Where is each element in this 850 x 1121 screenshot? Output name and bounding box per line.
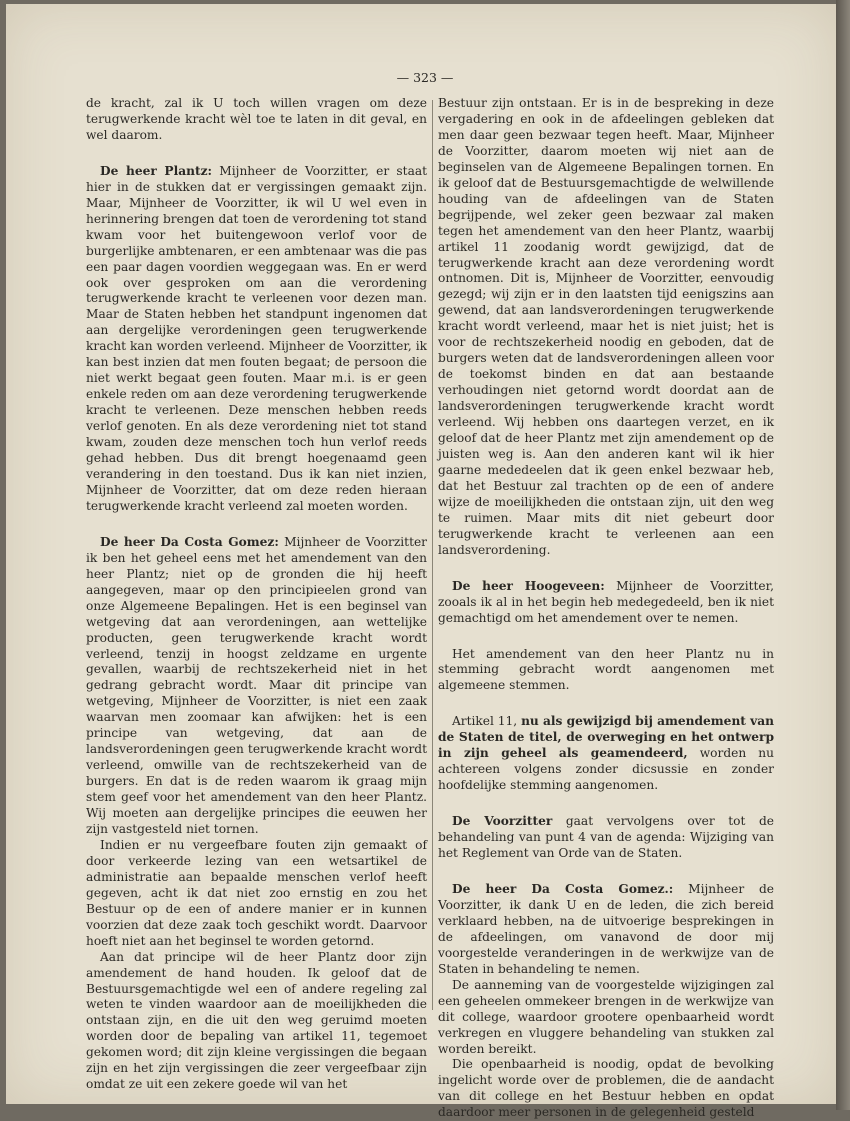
paragraph: Artikel 11, nu als gewijzigd bij amendement van de Staten de titel, de overweging en het ontwerp in zijn geheel als geamendeerd, worden nu achtereen volgens zonder dicsussie en zonder hoofdelijke stemming aangenomen. — [438, 714, 775, 793]
left-column — [86, 96, 427, 1093]
speaker-name: De heer Da Costa Gomez: — [100, 534, 279, 549]
scan-edge — [836, 0, 850, 1110]
paragraph: Bestuur zijn ontstaan. Er is in de bespreking in deze vergadering en ook in de afdeelingen gebleken dat men daar geen bezwaar tegen heeft. Maar, Mijnheer de Voorzitter, daarom moeten wij niet aan de beginselen van de Algemeene Bepalingen tornen. En ik geloof dat de Bestuursgemachtigde de welwillende houding van de afdeelingen van de Staten begrijpende, wel zeker geen bezwaar zal maken tegen het amendement van den heer Plantz, waarbij artikel 11 zoodanig wordt gewijzigd, dat de terugwerkende kracht aan deze verordening wordt ontnomen. Dit is, Mijnheer de Voorzitter, eenvoudig gezegd; wij zijn er in den laatsten tijd eenigszins aan gewend, dat aan landsverordeningen terugwerkende kracht wordt verleend, maar het is niet juist; het is voor de rechtszekerheid noodig en geboden, dat de burgers weten dat de landsverordeningen alleen voor de toekomst binden en dat aan bestaande verhoudingen niet getornd wordt doordat aan de landsverordeningen terugwerkende kracht wordt verleend. Wij hebben ons daartegen verzet, en ik geloof dat de heer Plantz met zijn amendement op de juisten weg is. Aan den anderen kant wil ik hier gaarne mededeelen dat ik geen enkel bezwaar heb, dat het Bestuur zal trachten op de een of andere wijze de moeilijkheden die ontstaan zijn, uit den weg te ruimen. Maar mits dit niet gebeurt door terugwerkende kracht te verleenen aan een landsverordening. — [438, 96, 774, 557]
speaker-name: De heer Plantz: — [100, 163, 213, 178]
paragraph: De heer Hoogeveen: Mijnheer de Voorzitter, zooals ik al in het begin heb medegedeeld, ben ik niet gemachtigd om het amendement over te nemen. — [438, 578, 774, 625]
right-column — [438, 96, 774, 1121]
paragraph: De heer Da Costa Gomez: Mijnheer de Voorzitter ik ben het geheel eens met het amendement van den heer Plantz; niet op de gronden die hij heeft aangegeven, maar op den principieelen grond van onze Algemeene Bepalingen. Het is een beginsel van wetgeving dat aan verordeningen, aan wettelijke producten, geen terugwerkende kracht wordt verleend, tenzij in hoogst zeldzame en urgente gevallen, waarbij de rechtszekerheid niet in het gedrang gebracht wordt. Maar dit principe van wetgeving, Mijnheer de Voorzitter, is niet een zaak waarvan men zoomaar kan afwijken: het is een principe van wetgeving, dat aan de landsverordeningen geen terugwerkende kracht wordt verleend, omwille van de rechtszekerheid van de burgers. En dat is de reden waarom ik graag mijn stem geef voor het amendement van den heer Plantz. Wij moeten aan dergelijke principes die eeuwen her zijn vastgesteld niet tornen. — [86, 534, 428, 836]
paragraph: Die openbaarheid is noodig, opdat de bevolking ingelicht worde over de problemen, die de aandacht van dit college en het Bestuur hebben en opdat daardoor meer personen in de gelegenheid gesteld — [438, 1057, 774, 1120]
paragraph: De Voorzitter gaat vervolgens over tot de behandeling van punt 4 van de agenda: Wijziging van het Reglement van Orde van de Staten. — [438, 814, 774, 861]
column-divider — [432, 100, 433, 1010]
speaker-name: De Voorzitter — [452, 814, 553, 829]
bold-phrase: nu als gewijzigd bij amendement van de Staten de titel, de overweging en het ontwerp in zijn geheel als geamendeerd, — [438, 714, 775, 761]
paragraph: De heer Da Costa Gomez.: Mijnheer de Voorzitter, ik dank U en de leden, die zich bereid verklaard hebben, na de uitvoerige besprekingen in de afdeelingen, om vanavond de door mij voorgestelde veranderingen in de werkwijze van de Staten in behandeling te nemen. — [438, 881, 774, 976]
paragraph: Aan dat principe wil de heer Plantz door zijn amendement de hand houden. Ik geloof dat de Bestuursgemachtigde wel een of andere regeling zal weten te vinden waardoor aan de moeilijkheden die ontstaan zijn, en die uit den weg geruimd moeten worden door de bepaling van artikel 11, tegemoet gekomen word; dit zijn kleine vergissingen die begaan zijn en het zijn vergissingen die zeer vergeefbaar zijn omdat ze uit een zekere goede wil van het — [86, 949, 427, 1092]
paragraph: De heer Plantz: Mijnheer de Voorzitter, er staat hier in de stukken dat er vergissingen gemaakt zijn. Maar, Mijnheer de Voorzitter, ik wil U wel even in herinnering brengen dat toen de verordening tot stand kwam voor het buitengewoon verlof voor de burgerlijke ambtenaren, er een ambtenaar was die pas een paar dagen voordien weggegaan was. En er werd ook over gesproken om aan die verordening terugwerkende kracht te verleenen voor dezen man. Maar de Staten hebben het standpunt ingenomen dat aan dergelijke verordeningen geen terugwerkende kracht kan worden verleend. Mijnheer de Voorzitter, ik kan best inzien dat men fouten begaat; de persoon die niet werkt begaat geen fouten. Maar m.i. is er geen enkele reden om aan deze verordening terugwerkende kracht te verleenen. Deze menschen hebben reeds verlof genoten. En als deze verordening niet tot stand kwam, zouden deze menschen toch hun verlof reeds gehad hebben. Dus dit brengt hoegenaamd geen verandering in den toestand. Dus ik kan niet inzien, Mijnheer de Voorzitter, dat om deze reden hieraan terugwerkende kracht verleend zal moeten worden. — [86, 163, 428, 513]
page-number: — 323 — — [396, 70, 454, 85]
paragraph: de kracht, zal ik U toch willen vragen om deze terugwerkende kracht wèl toe te laten in dit geval, en wel daarom. — [86, 96, 427, 142]
paragraph: Het amendement van den heer Plantz nu in stemming gebracht wordt aangenomen met algemeene stemmen. — [438, 646, 774, 693]
paragraph: De aanneming van de voorgestelde wijzigingen zal een geheelen ommekeer brengen in de werkwijze van dit college, waardoor grootere openbaarheid wordt verkregen en vluggere behandeling van stukken zal worden bereikt. — [438, 977, 774, 1056]
paragraph: Indien er nu vergeefbare fouten zijn gemaakt of door verkeerde lezing van een wetsartikel de administratie aan bepaalde menschen verlof heeft gegeven, acht ik dat niet zoo ernstig en zou het Bestuur op de een of andere manier er in kunnen voorzien dat deze zaak toch geschikt wordt. Daarvoor hoeft niet aan het beginsel te worden getornd. — [86, 837, 427, 948]
speaker-name: De heer Da Costa Gomez.: — [452, 881, 674, 896]
speaker-name: De heer Hoogeveen: — [452, 578, 605, 593]
